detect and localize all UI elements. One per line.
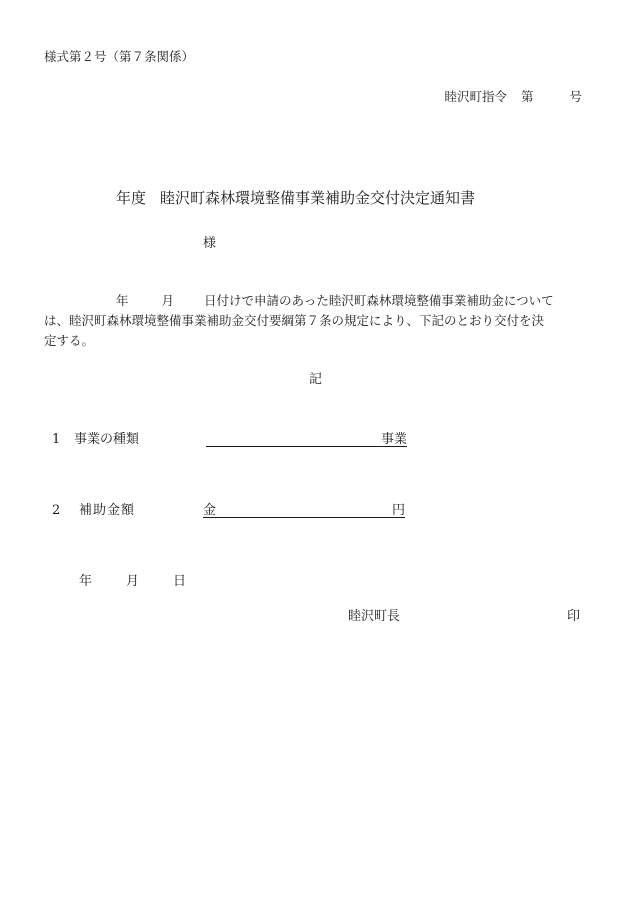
title-year: 年度 <box>116 189 147 207</box>
title-text: 睦沢町森林環境整備事業補助金交付決定通知書 <box>160 189 476 207</box>
body-line-2: は、睦沢町森林環境整備事業補助金交付要綱第７条の規定により、下記のとおり交付を決 <box>44 313 545 328</box>
notice-issuer: 睦沢町指令 <box>444 89 507 104</box>
subsidy-amount-field[interactable] <box>203 501 405 518</box>
form-number: 様式第２号（第７条関係） <box>44 49 195 64</box>
item-label-subsidy-amount: 補助金額 <box>79 503 136 518</box>
item-label-project-type: 事業の種類 <box>74 432 140 447</box>
notice-dai: 第 <box>520 89 534 104</box>
date-month: 月 <box>126 574 140 589</box>
ki-heading: 記 <box>309 372 323 387</box>
body-year: 年 <box>116 293 129 308</box>
item-number-2: 2 <box>52 503 61 518</box>
notice-go: 号 <box>569 89 582 104</box>
date-line <box>79 575 186 588</box>
body-line-1 <box>44 291 588 311</box>
document-title <box>116 191 475 206</box>
seal-mark: 印 <box>567 609 581 624</box>
subsidy-amount-prefix: 金 <box>203 503 217 518</box>
body-line-3: 定する。 <box>44 333 95 348</box>
project-type-suffix: 事業 <box>380 432 407 447</box>
subsidy-amount-suffix: 円 <box>391 503 405 518</box>
date-year: 年 <box>79 574 93 589</box>
body-paragraph <box>44 291 588 351</box>
mayor-signature: 睦沢町長 <box>348 609 401 624</box>
notice-number <box>444 91 582 104</box>
item-number-1: 1 <box>52 432 61 447</box>
date-day: 日 <box>173 574 187 589</box>
body-month: 月 <box>161 293 175 308</box>
project-type-field[interactable] <box>206 430 407 447</box>
addressee-sama: 様 <box>203 236 217 251</box>
body-day-rest: 日付けで申請のあった睦沢町森林環境整備事業補助金について <box>204 293 554 308</box>
